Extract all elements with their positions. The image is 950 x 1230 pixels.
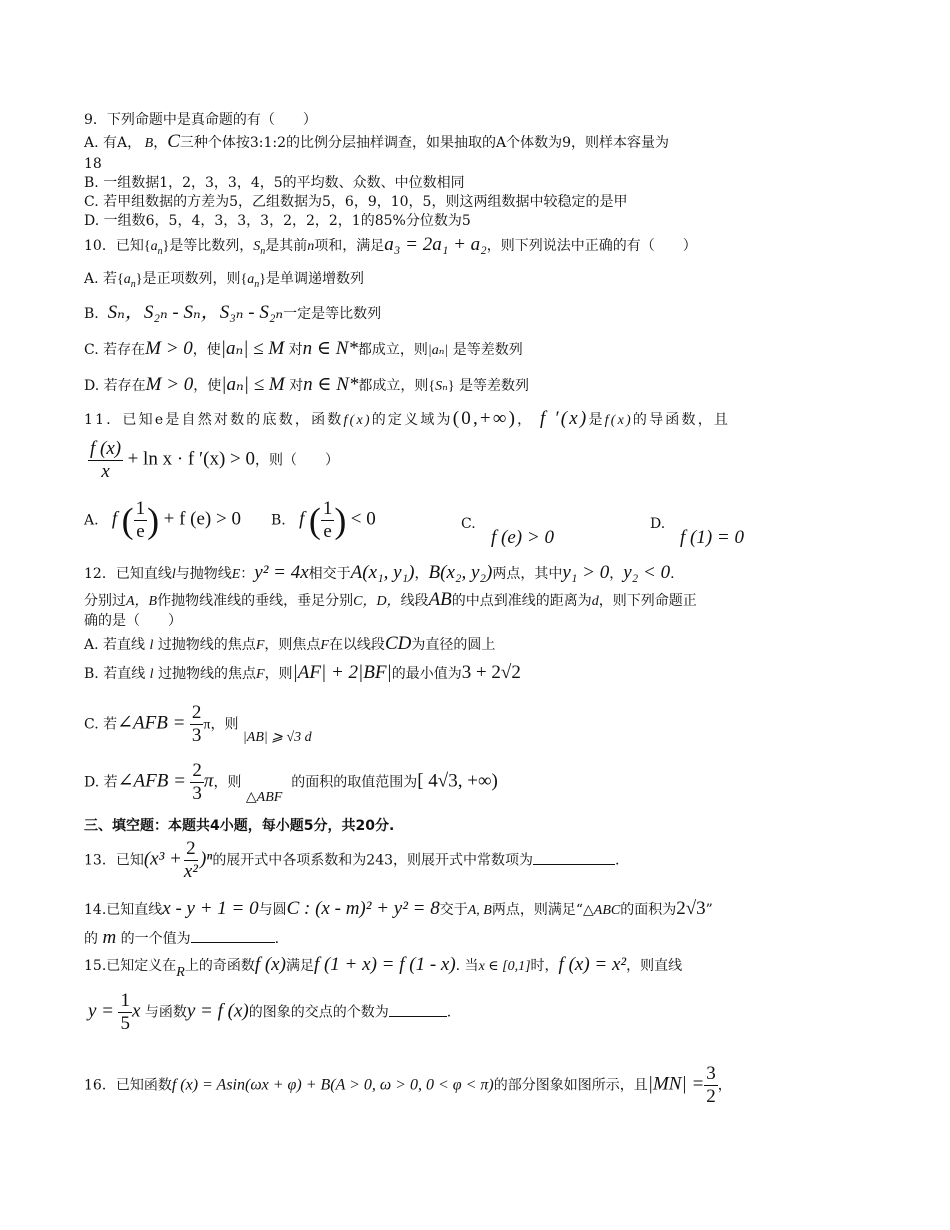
q11-option-c-expr: f (e) > 0: [491, 527, 554, 548]
q13: 13．已知(x³ + $\frac{2}{\text{x²}}$ )ⁿ的展开式中各项系数和为243，则展开式中常数项为 .: [84, 838, 620, 882]
q11-condition: $\frac{f (x)}{x}$ + ln x · f ′(x) > 0，则（ ）: [90, 438, 340, 482]
q13-answer-blank[interactable]: [533, 850, 615, 865]
q9-option-a: A. 有A， B，C三种个体按3:1:2的比例分层抽样调查，如果抽取的A个体数为9，则样本容量为: [84, 131, 670, 152]
q10-option-b: B. Sₙ，S₂ₙ - Sₙ，S₃ₙ - S₂ₙ一定是等比数列: [84, 302, 382, 323]
q12-stem-line2: 分别过A，B作抛物线准线的垂线，垂足分别C，D，线段AB的中点到准线的距离为d，则下列命题正: [84, 589, 697, 610]
q9-option-c: C. 若甲组数据的方差为5，乙组数据为5，6，9，10，5，则这两组数据中较稳定的是甲: [84, 194, 628, 210]
q15-line2: y = $\frac{1}{5}$ x 与函数y = f (x)的图象的交点的个数为 .: [88, 990, 452, 1034]
q12-stem-line1: 12．已知直线l与抛物线E：y² = 4x相交于A(x₁, y₁)，B(x₂, y₂)两点，其中y₁ > 0，y₂ < 0.: [84, 562, 675, 583]
q11-stem: 11．已知e是自然对数的底数，函数f(x)的定义域为(0,+∞)， f ′(x)是f(x)的导函数，且: [84, 408, 731, 429]
q14-line2: 的 m 的一个值为 .: [84, 927, 280, 948]
q15-line1: 15.已知定义在R上的奇函数f (x)满足f (1 + x) = f (1 - x). 当x ∈ [0,1]时，f (x) = x²，则直线: [84, 954, 683, 980]
q10-option-a: A. 若$\{a_n\}$是正项数列，则$\{a_n\}$是单调递增数列: [84, 271, 364, 290]
q14-line1: 14.已知直线x - y + 1 = 0与圆C : (x - m)² + y² = 8交于A, B两点，则满足“△ABC的面积为2√3”: [84, 898, 713, 919]
q11-option-d: D.: [650, 516, 666, 532]
q11-option-a: A. f ( $\frac{1}{e}$ ) + f (e) > 0: [84, 498, 241, 542]
q12-option-a: A. 若直线 l 过抛物线的焦点F，则焦点F在以线段CD为直径的圆上: [84, 633, 496, 654]
q16: 16．已知函数f (x) = Asin(ωx + φ) + B(A > 0, ω > 0, 0 < φ < π)的部分图象如图所示，且|MN| = $\frac{3}{2}$ ，: [84, 1063, 732, 1107]
q11-option-b: B. f ( $\frac{1}{e}$ ) < 0: [271, 498, 376, 542]
q12-option-b: B. 若直线 l 过抛物线的焦点F，则|AF| + 2|BF|的最小值为3 + 2√2: [84, 662, 521, 683]
q9-option-d: D. 一组数6，5，4，3，3，3，2，2，2，1的85%分位数为5: [84, 213, 471, 229]
q10-stem: 10．已知$\{a_n\}$是等比数列，$S_n$是其前n项和，满足a₃ = 2a₁ + a₂，则下列说法中正确的有（ ）: [84, 234, 697, 257]
section-3-heading: 三、填空题：本题共4小题，每小题5分，共20分.: [84, 818, 395, 834]
q14-answer-blank[interactable]: [191, 928, 275, 943]
q9-stem: 9．下列命题中是真命题的有（ ）: [84, 112, 317, 128]
q11-option-c: C.: [461, 516, 476, 532]
q15-answer-blank[interactable]: [389, 1002, 447, 1017]
q10-option-d: D. 若存在M > 0，使|aₙ| ≤ M 对n ∈ N*都成立，则{Sₙ} 是等差数列: [84, 374, 530, 395]
q11-option-d-expr: f (1) = 0: [680, 527, 745, 548]
q12-stem-line3: 确的是（ ）: [84, 613, 182, 629]
q12-option-c: C. 若∠AFB = $\frac{2}{3}$ π，则 |AB| ⩾ √3 d: [84, 702, 312, 746]
q12-option-d: D. 若∠AFB = $\frac{2}{3}$ π，则 △ABF 的面积的取值范围为[ 4√3, +∞): [84, 760, 498, 805]
q9-option-a-cont: 18: [84, 156, 102, 172]
q9-option-b: B. 一组数据1，2，3，3，4，5的平均数、众数、中位数相同: [84, 175, 465, 191]
q10-option-c: C. 若存在M > 0，使|aₙ| ≤ M 对n ∈ N*都成立，则|aₙ| 是等差数列: [84, 338, 523, 359]
